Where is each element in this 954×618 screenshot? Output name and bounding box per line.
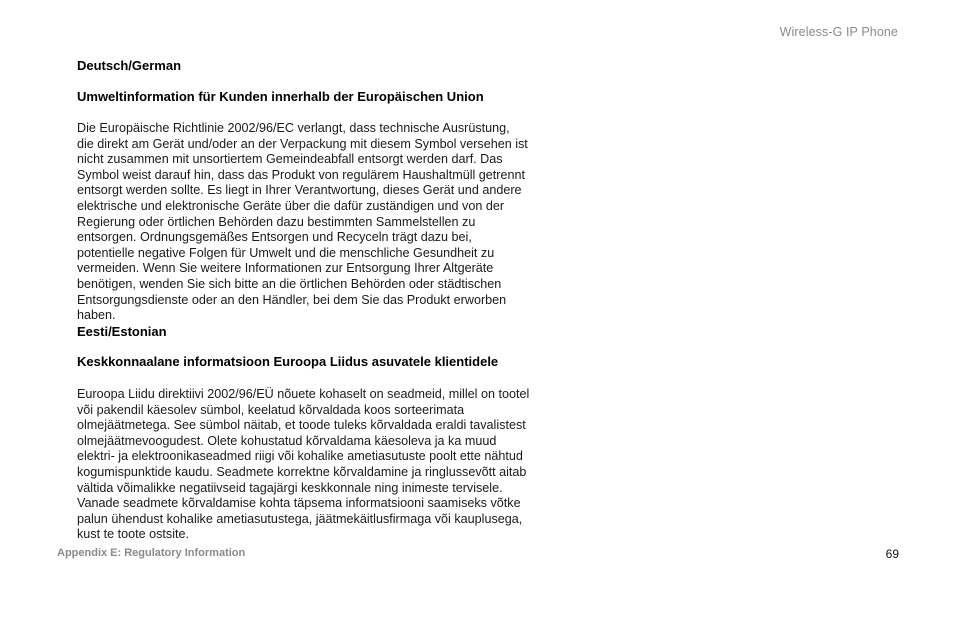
estonian-section-title: Eesti/Estonian <box>77 324 167 339</box>
page-number: 69 <box>885 547 899 561</box>
footer-section-label: Appendix E: Regulatory Information <box>57 547 246 559</box>
estonian-section-subtitle: Keskkonnaalane informatsioon Euroopa Liidus asuvatele klientidele <box>77 354 499 369</box>
document-header-title: Wireless-G IP Phone <box>779 25 898 39</box>
estonian-section-body: Euroopa Liidu direktiivi 2002/96/EÜ nõuete kohaselt on seadmeid, millel on tootel või pakendil käesolev sümbol, keelatud kõrvaldada koos sorteerimata olmejäätmetega. See sümbol näitab, et toode tuleks kõrvaldada eraldi tavalistest olmejäätmevoogudest. Olete kohustatud kõrvaldama käesoleva ja ka muud elektri- ja elektroonikaseadmed riigi või kohalike ametiasutuste poolt ette nähtud kogumispunktide kaudu. Seadmete korrektne kõrvaldamine ja ringlussevõtt aitab vältida võimalikke negatiivseid tagajärgi keskkonnale ning inimeste tervisele. Vanade seadmete kõrvaldamise kohta täpsema informatsiooni saamiseks võtke palun ühendust kohalike ametiasutustega, jäätmekäitlusfirmaga või kauplusega, kust te toote ostsite. <box>77 387 530 542</box>
german-section-subtitle: Umweltinformation für Kunden innerhalb der Europäischen Union <box>77 89 484 104</box>
german-section-body: Die Europäische Richtlinie 2002/96/EC verlangt, dass technische Ausrüstung, die direkt am Gerät und/oder an der Verpackung mit diesem Symbol versehen ist nicht zusammen mit unsortiertem Gemeindeabfall entsorgt werden darf. Das Symbol weist darauf hin, dass das Produkt von regulärem Haushaltmüll getrennt entsorgt werden sollte. Es liegt in Ihrer Verantwortung, dieses Gerät und andere elektrische und elektronische Geräte über die dafür zuständigen und von der Regierung oder örtlichen Behörden dazu bestimmten Sammelstellen zu entsorgen. Ordnungsgemäßes Entsorgen und Recyceln trägt dazu bei, potentielle negative Folgen für Umwelt und die menschliche Gesundheit zu vermeiden. Wenn Sie weitere Informationen zur Entsorgung Ihrer Altgeräte benötigen, wenden Sie sich bitte an die örtlichen Behörden oder städtischen Entsorgungsdienste oder an den Händler, bei dem Sie das Produkt erworben haben. <box>77 121 528 323</box>
german-section-title: Deutsch/German <box>77 58 182 73</box>
